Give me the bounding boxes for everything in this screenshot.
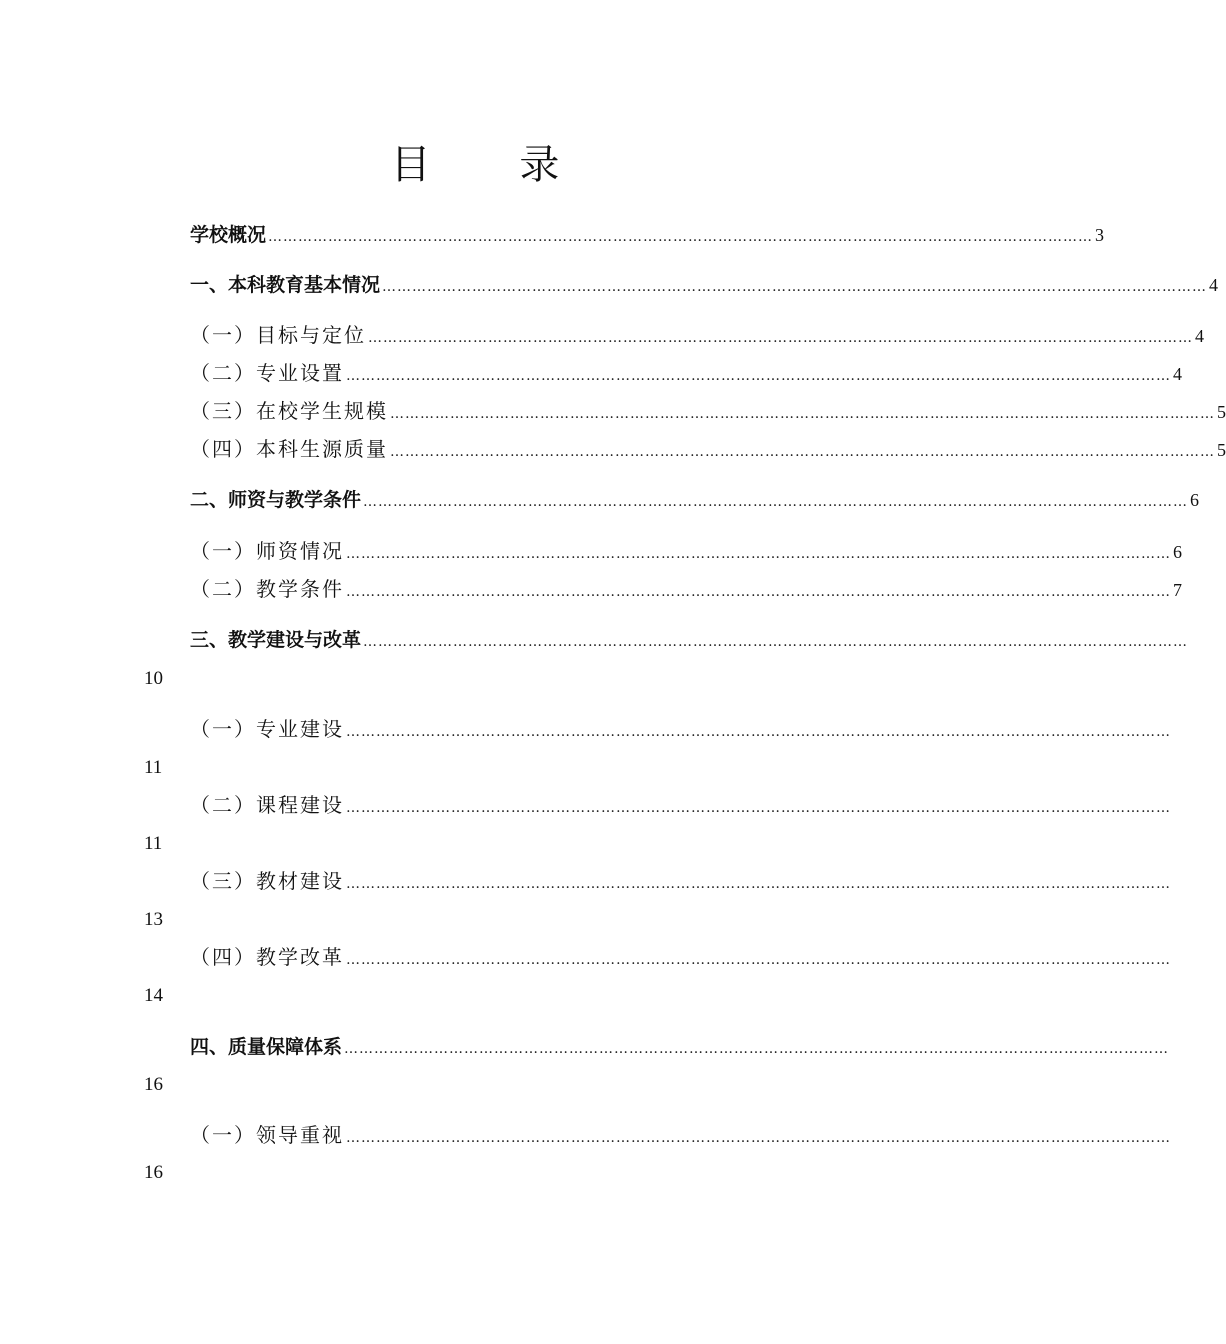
toc-leader-dots: ………………………………………………………………………………………………………………………………………………… [390, 444, 1215, 460]
toc-page-number: 11 [144, 833, 163, 854]
toc-leader-dots: ………………………………………………………………………………………………………………………………………………… [346, 952, 1171, 968]
toc-entry-label: （二）教学条件 [190, 577, 344, 601]
toc-entry[interactable] [190, 790, 1171, 823]
toc-entry-label: （四）教学改革 [190, 945, 344, 969]
toc-entry-label: 四、质量保障体系 [190, 1036, 343, 1058]
toc-entry[interactable] [190, 1120, 1171, 1153]
toc-entry-label: （一）专业建设 [190, 717, 344, 741]
toc-leader-dots: ………………………………………………………………………………………………………………………………………………… [346, 584, 1171, 600]
toc-page-number: 5 [1217, 440, 1226, 460]
toc-entry[interactable] [190, 396, 1226, 429]
toc-entry-label: 一、本科教育基本情况 [190, 274, 381, 296]
toc-page-number: 4 [1195, 326, 1204, 346]
page-title: 目 录 [390, 142, 598, 188]
toc-page-number: 5 [1217, 402, 1226, 422]
toc-entry-label: （一）师资情况 [190, 539, 344, 563]
toc-page-number: 14 [144, 985, 163, 1006]
toc-entry[interactable] [190, 942, 1171, 975]
toc-leader-dots: ………………………………………………………………………………………………………………………………………………… [346, 546, 1171, 562]
toc-page-number: 4 [1173, 364, 1182, 384]
toc-page-number: 7 [1173, 580, 1182, 600]
toc-entry[interactable] [190, 536, 1182, 569]
toc-leader-dots: ………………………………………………………………………………………………………………………………………………… [344, 1041, 1170, 1057]
toc-entry[interactable] [190, 866, 1171, 899]
toc-page-number: 6 [1173, 542, 1182, 562]
toc-leader-dots: ………………………………………………………………………………………………………………………………………………… [368, 330, 1193, 346]
toc-entry-label: （二）课程建设 [190, 793, 344, 817]
toc-page-number: 16 [144, 1074, 163, 1095]
toc-page-number: 10 [144, 668, 163, 689]
toc-page-number: 4 [1209, 275, 1219, 295]
toc-entry-label: （二）专业设置 [190, 361, 344, 385]
toc-entry-label: 二、师资与教学条件 [190, 489, 362, 511]
toc-entry[interactable] [190, 574, 1182, 607]
toc-leader-dots: ………………………………………………………………………………………………………………………………………………… [346, 800, 1171, 816]
toc-leader-dots: ………………………………………………………………………………………………………………………………………………… [346, 876, 1171, 892]
toc-entry[interactable] [190, 714, 1171, 747]
toc-entry-label: （一）领导重视 [190, 1123, 344, 1147]
toc-entry-label: （四）本科生源质量 [190, 437, 388, 461]
toc-entry-label: （一）目标与定位 [190, 323, 366, 347]
toc-entry[interactable] [190, 270, 1219, 302]
toc-leader-dots: ………………………………………………………………………………………………………………………………………………… [390, 406, 1215, 422]
toc-page-number: 16 [144, 1162, 163, 1183]
toc-entry[interactable] [190, 358, 1182, 391]
toc-leader-dots: ………………………………………………………………………………………………………………………………………………… [363, 634, 1189, 650]
toc-leader-dots: ………………………………………………………………………………………………………………………………………………… [346, 724, 1171, 740]
toc-leader-dots: ………………………………………………………………………………………………………………………………………………… [382, 279, 1208, 295]
toc-entry[interactable] [190, 320, 1204, 353]
toc-page-number: 11 [144, 757, 163, 778]
toc-entry[interactable] [190, 434, 1226, 467]
toc-entry[interactable] [190, 625, 1189, 657]
toc-entry-label: （三）教材建设 [190, 869, 344, 893]
toc-leader-dots: ………………………………………………………………………………………………………………………………………………… [363, 494, 1189, 510]
toc-entry-label: 三、教学建设与改革 [190, 629, 362, 651]
toc-page-number: 6 [1190, 490, 1200, 510]
toc-leader-dots: ………………………………………………………………………………………………………………………………………………… [346, 368, 1171, 384]
toc-entry-label: （三）在校学生规模 [190, 399, 388, 423]
toc-entry[interactable] [190, 1032, 1170, 1064]
toc-entry-label: 学校概况 [190, 224, 267, 246]
toc-entry[interactable] [190, 220, 1105, 252]
toc-entry[interactable] [190, 485, 1200, 517]
toc-leader-dots: ………………………………………………………………………………………………………………………………………………… [346, 1130, 1171, 1146]
toc-page-number: 13 [144, 909, 163, 930]
toc-page-number: 3 [1095, 225, 1105, 245]
toc-leader-dots: ………………………………………………………………………………………………………………………………………………… [268, 229, 1094, 245]
